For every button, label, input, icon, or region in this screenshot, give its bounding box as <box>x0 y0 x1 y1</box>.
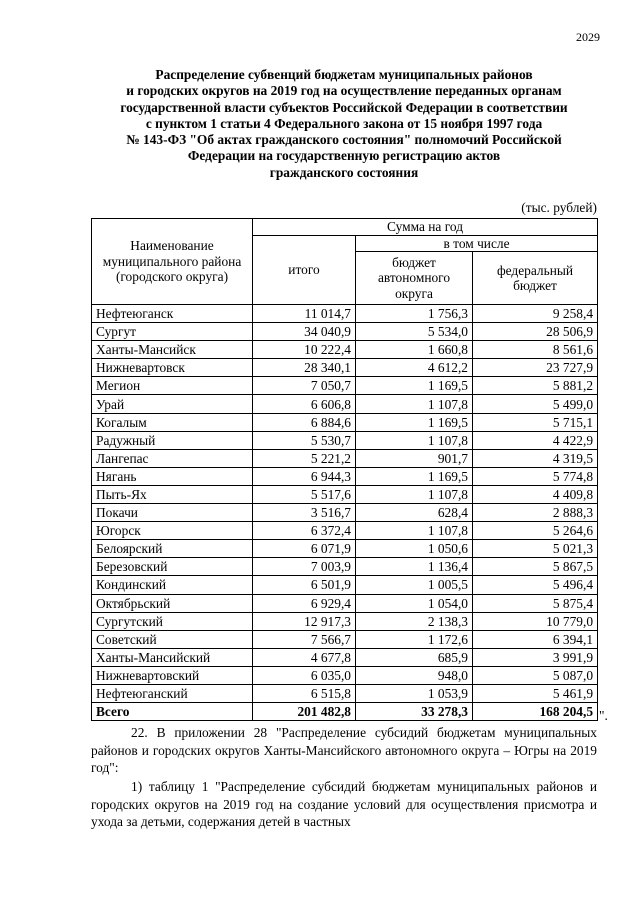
row-name-cell: Октябрьский <box>92 594 253 612</box>
page-number: 2029 <box>576 30 600 44</box>
row-ao-budget-cell: 2 138,3 <box>356 612 473 630</box>
table-row <box>92 648 598 666</box>
header-name-column: Наименование муниципального района (городского округа) <box>92 219 253 305</box>
table-row <box>92 449 598 467</box>
title-line: гражданского состояния <box>269 164 419 180</box>
row-ao-budget-cell: 1 053,9 <box>356 684 473 702</box>
table-row <box>92 341 598 359</box>
row-federal-budget-cell: 5 774,8 <box>473 467 598 485</box>
row-total-cell: 3 516,7 <box>253 504 356 522</box>
row-ao-budget-cell: 1 050,6 <box>356 540 473 558</box>
row-name-cell: Белоярский <box>92 540 253 558</box>
table-row <box>92 612 598 630</box>
row-total-cell: 6 071,9 <box>253 540 356 558</box>
row-name-cell: Покачи <box>92 504 253 522</box>
row-federal-budget-cell: 6 394,1 <box>473 630 598 648</box>
row-ao-budget-cell: 1 107,8 <box>356 395 473 413</box>
row-federal-budget-cell: 2 888,3 <box>473 504 598 522</box>
row-total-cell: 7 050,7 <box>253 377 356 395</box>
row-name-cell: Пыть-Ях <box>92 485 253 503</box>
row-name-cell: Мегион <box>92 377 253 395</box>
total-name-cell: Всего <box>92 703 253 721</box>
header-ao-budget-column: бюджет автономного округа <box>356 252 473 305</box>
row-ao-budget-cell: 685,9 <box>356 648 473 666</box>
row-federal-budget-cell: 4 319,5 <box>473 449 598 467</box>
row-name-cell: Сургут <box>92 323 253 341</box>
row-name-cell: Нижневартовский <box>92 666 253 684</box>
table-row <box>92 576 598 594</box>
row-total-cell: 6 944,3 <box>253 467 356 485</box>
row-ao-budget-cell: 5 534,0 <box>356 323 473 341</box>
table-row <box>92 504 598 522</box>
row-ao-budget-cell: 1 169,5 <box>356 467 473 485</box>
row-name-cell: Березовский <box>92 558 253 576</box>
total-federal-budget-cell: 168 204,5 <box>473 703 598 721</box>
row-ao-budget-cell: 1 169,5 <box>356 413 473 431</box>
header-including: в том числе <box>356 235 598 252</box>
row-total-cell: 5 517,6 <box>253 485 356 503</box>
unit-note: (тыс. рублей) <box>521 200 597 215</box>
row-total-cell: 5 530,7 <box>253 431 356 449</box>
row-federal-budget-cell: 28 506,9 <box>473 323 598 341</box>
row-name-cell: Нягань <box>92 467 253 485</box>
row-total-cell: 6 501,9 <box>253 576 356 594</box>
title-line: и городских округов на 2019 год на осуществление переданных органам <box>126 83 562 99</box>
row-name-cell: Кондинский <box>92 576 253 594</box>
table-row <box>92 359 598 377</box>
title-line: Распределение субвенций бюджетам муниципальных районов <box>155 67 533 82</box>
row-total-cell: 10 222,4 <box>253 341 356 359</box>
table-row <box>92 305 598 323</box>
row-total-cell: 6 606,8 <box>253 395 356 413</box>
row-federal-budget-cell: 5 875,4 <box>473 594 598 612</box>
closing-quote-mark: ". <box>599 708 608 723</box>
row-name-cell: Урай <box>92 395 253 413</box>
row-ao-budget-cell: 1 054,0 <box>356 594 473 612</box>
row-name-cell: Ханты-Мансийский <box>92 648 253 666</box>
row-ao-budget-cell: 1 172,6 <box>356 630 473 648</box>
row-federal-budget-cell: 5 264,6 <box>473 522 598 540</box>
row-name-cell: Ханты-Мансийск <box>92 341 253 359</box>
row-name-cell: Югорск <box>92 522 253 540</box>
row-ao-budget-cell: 1 107,8 <box>356 522 473 540</box>
header-federal-budget-column: федеральный бюджет <box>473 252 598 305</box>
paragraph-item-22: 22. В приложении 28 "Распределение субсидий бюджетам муниципальных районов и городских округов Ханты-Мансийского автономного округа – Югры на 2019 год": <box>91 725 597 776</box>
row-name-cell: Нефтеюганск <box>92 305 253 323</box>
row-name-cell: Лангепас <box>92 449 253 467</box>
row-ao-budget-cell: 628,4 <box>356 504 473 522</box>
header-total-column: итого <box>253 235 356 305</box>
row-ao-budget-cell: 1 107,8 <box>356 485 473 503</box>
row-ao-budget-cell: 1 005,5 <box>356 576 473 594</box>
row-ao-budget-cell: 1 169,5 <box>356 377 473 395</box>
row-total-cell: 7 566,7 <box>253 630 356 648</box>
row-federal-budget-cell: 5 499,0 <box>473 395 598 413</box>
row-name-cell: Радужный <box>92 431 253 449</box>
row-ao-budget-cell: 4 612,2 <box>356 359 473 377</box>
row-name-cell: Сургутский <box>92 612 253 630</box>
total-sum-cell: 201 482,8 <box>253 703 356 721</box>
row-federal-budget-cell: 10 779,0 <box>473 612 598 630</box>
table-row <box>92 630 598 648</box>
table-row <box>92 377 598 395</box>
row-total-cell: 34 040,9 <box>253 323 356 341</box>
table-row <box>92 467 598 485</box>
row-federal-budget-cell: 8 561,6 <box>473 341 598 359</box>
row-total-cell: 7 003,9 <box>253 558 356 576</box>
row-ao-budget-cell: 1 136,4 <box>356 558 473 576</box>
row-federal-budget-cell: 4 422,9 <box>473 431 598 449</box>
row-ao-budget-cell: 948,0 <box>356 666 473 684</box>
row-federal-budget-cell: 4 409,8 <box>473 485 598 503</box>
row-total-cell: 6 035,0 <box>253 666 356 684</box>
row-total-cell: 5 221,2 <box>253 449 356 467</box>
table-row <box>92 684 598 702</box>
table-body <box>92 305 598 721</box>
row-ao-budget-cell: 1 660,8 <box>356 341 473 359</box>
row-federal-budget-cell: 23 727,9 <box>473 359 598 377</box>
row-total-cell: 12 917,3 <box>253 612 356 630</box>
table-row <box>92 431 598 449</box>
row-federal-budget-cell: 5 087,0 <box>473 666 598 684</box>
row-total-cell: 6 372,4 <box>253 522 356 540</box>
title-line: № 143-ФЗ "Об актах гражданского состояния" полномочий Российской <box>126 132 562 148</box>
header-sum-per-year: Сумма на год <box>253 219 598 236</box>
row-total-cell: 6 884,6 <box>253 413 356 431</box>
title-line: государственной власти субъектов Российской Федерации в соответствии <box>120 99 568 115</box>
table-row <box>92 594 598 612</box>
paragraph-subitem-1: 1) таблицу 1 "Распределение субсидий бюджетам муниципальных районов и городских округов на 2019 год на создание условий для осуществления присмотра и ухода за детьми, содержания детей в частных <box>91 779 597 830</box>
row-federal-budget-cell: 9 258,4 <box>473 305 598 323</box>
row-total-cell: 4 677,8 <box>253 648 356 666</box>
title-line: Федерации на государственную регистрацию актов <box>187 148 501 164</box>
row-federal-budget-cell: 3 991,9 <box>473 648 598 666</box>
table-row <box>92 323 598 341</box>
row-federal-budget-cell: 5 867,5 <box>473 558 598 576</box>
document-title <box>60 67 628 181</box>
row-federal-budget-cell: 5 461,9 <box>473 684 598 702</box>
table-row <box>92 413 598 431</box>
table-row <box>92 666 598 684</box>
row-ao-budget-cell: 901,7 <box>356 449 473 467</box>
row-ao-budget-cell: 1 107,8 <box>356 431 473 449</box>
row-federal-budget-cell: 5 881,2 <box>473 377 598 395</box>
row-name-cell: Когалым <box>92 413 253 431</box>
row-name-cell: Нижневартовск <box>92 359 253 377</box>
table-total-row <box>92 703 598 721</box>
subvention-table <box>91 218 598 721</box>
title-line: с пунктом 1 статьи 4 Федерального закона от 15 ноября 1997 года <box>145 115 543 131</box>
row-federal-budget-cell: 5 715,1 <box>473 413 598 431</box>
row-name-cell: Советский <box>92 630 253 648</box>
row-total-cell: 28 340,1 <box>253 359 356 377</box>
row-total-cell: 6 515,8 <box>253 684 356 702</box>
table-row <box>92 522 598 540</box>
row-ao-budget-cell: 1 756,3 <box>356 305 473 323</box>
row-total-cell: 11 014,7 <box>253 305 356 323</box>
row-federal-budget-cell: 5 021,3 <box>473 540 598 558</box>
row-total-cell: 6 929,4 <box>253 594 356 612</box>
table-row <box>92 558 598 576</box>
total-ao-budget-cell: 33 278,3 <box>356 703 473 721</box>
table-row <box>92 395 598 413</box>
row-name-cell: Нефтеюганский <box>92 684 253 702</box>
table-row <box>92 540 598 558</box>
table-row <box>92 485 598 503</box>
row-federal-budget-cell: 5 496,4 <box>473 576 598 594</box>
